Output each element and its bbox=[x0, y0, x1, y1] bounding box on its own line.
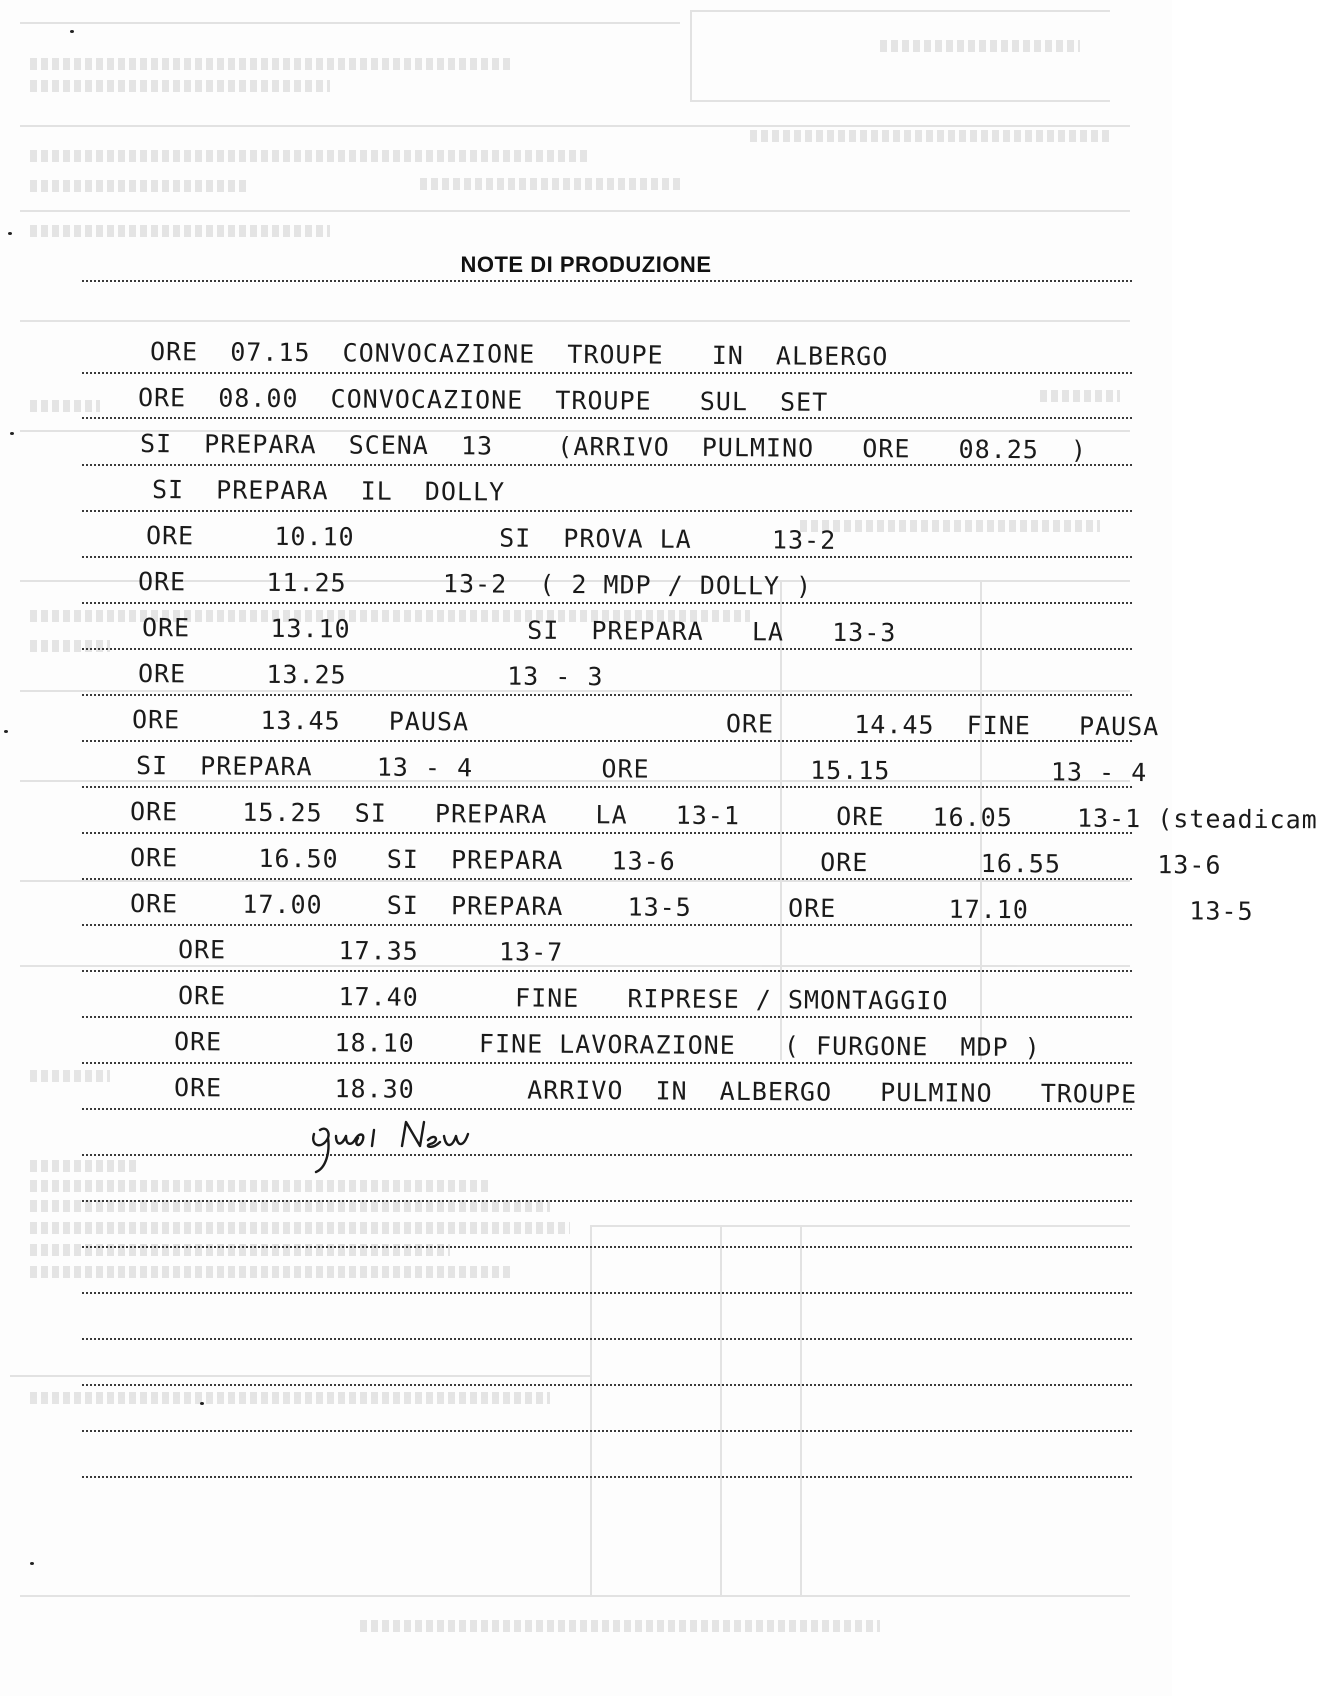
ruled-line bbox=[82, 648, 1132, 650]
ruled-line bbox=[82, 1384, 1132, 1386]
note-line: ORE 17.35 13-7 bbox=[177, 935, 564, 967]
handwritten-signature bbox=[308, 1116, 508, 1176]
scan-speck bbox=[70, 30, 74, 33]
note-line: ORE 15.25 SI PREPARA LA 13-1 ORE 16.05 13-1 (steadicam bbox=[129, 797, 1318, 835]
note-line: ORE 17.00 SI PREPARA 13-5 ORE 17.10 13-5 bbox=[129, 889, 1254, 926]
note-line: ORE 11.25 13-2 ( 2 MDP / DOLLY ) bbox=[137, 567, 813, 601]
scan-speck bbox=[30, 1562, 34, 1565]
ruled-line bbox=[82, 510, 1132, 512]
scan-speck bbox=[4, 730, 8, 733]
note-line: ORE 13.10 SI PREPARA LA 13-3 bbox=[141, 613, 897, 648]
note-line: SI PREPARA IL DOLLY bbox=[151, 475, 506, 507]
ruled-line bbox=[82, 602, 1132, 604]
ruled-line bbox=[82, 280, 1132, 282]
scan-speck bbox=[10, 432, 14, 435]
note-line: ORE 13.25 13 - 3 bbox=[137, 659, 604, 692]
note-line: ORE 08.00 CONVOCAZIONE TROUPE SUL SET bbox=[137, 383, 829, 417]
ruled-line bbox=[82, 970, 1132, 972]
ruled-line bbox=[82, 417, 1132, 419]
ruled-line bbox=[82, 1200, 1132, 1202]
note-line: ORE 13.45 PAUSA ORE 14.45 FINE PAUSA bbox=[131, 705, 1160, 742]
note-line: ORE 18.30 ARRIVO IN ALBERGO PULMINO TROUPE bbox=[173, 1073, 1138, 1109]
ruled-line bbox=[82, 372, 1132, 374]
page-title: NOTE DI PRODUZIONE bbox=[460, 252, 712, 277]
ruled-line bbox=[82, 1016, 1132, 1018]
ruled-line bbox=[82, 1476, 1132, 1478]
ruled-line bbox=[82, 1338, 1132, 1340]
note-line: ORE 18.10 FINE LAVORAZIONE ( FURGONE MDP ) bbox=[173, 1027, 1041, 1063]
scan-speck bbox=[200, 1402, 204, 1405]
note-line: SI PREPARA 13 - 4 ORE 15.15 13 - 4 bbox=[135, 751, 1148, 788]
ruled-line bbox=[82, 1154, 1132, 1156]
ruled-line bbox=[82, 556, 1132, 558]
note-line: ORE 16.50 SI PREPARA 13-6 ORE 16.55 13-6 bbox=[129, 843, 1222, 880]
note-line: SI PREPARA SCENA 13 (ARRIVO PULMINO ORE 08.25 ) bbox=[139, 429, 1088, 465]
ruled-line bbox=[82, 1292, 1132, 1294]
ruled-line bbox=[82, 694, 1132, 696]
note-line: ORE 17.40 FINE RIPRESE / SMONTAGGIO bbox=[177, 981, 949, 1016]
scan-speck bbox=[8, 232, 12, 235]
note-line: ORE 07.15 CONVOCAZIONE TROUPE IN ALBERGO bbox=[149, 337, 889, 372]
ruled-line bbox=[82, 1246, 1132, 1248]
ruled-line bbox=[82, 1430, 1132, 1432]
note-line: ORE 10.10 SI PROVA LA 13-2 bbox=[145, 521, 837, 555]
